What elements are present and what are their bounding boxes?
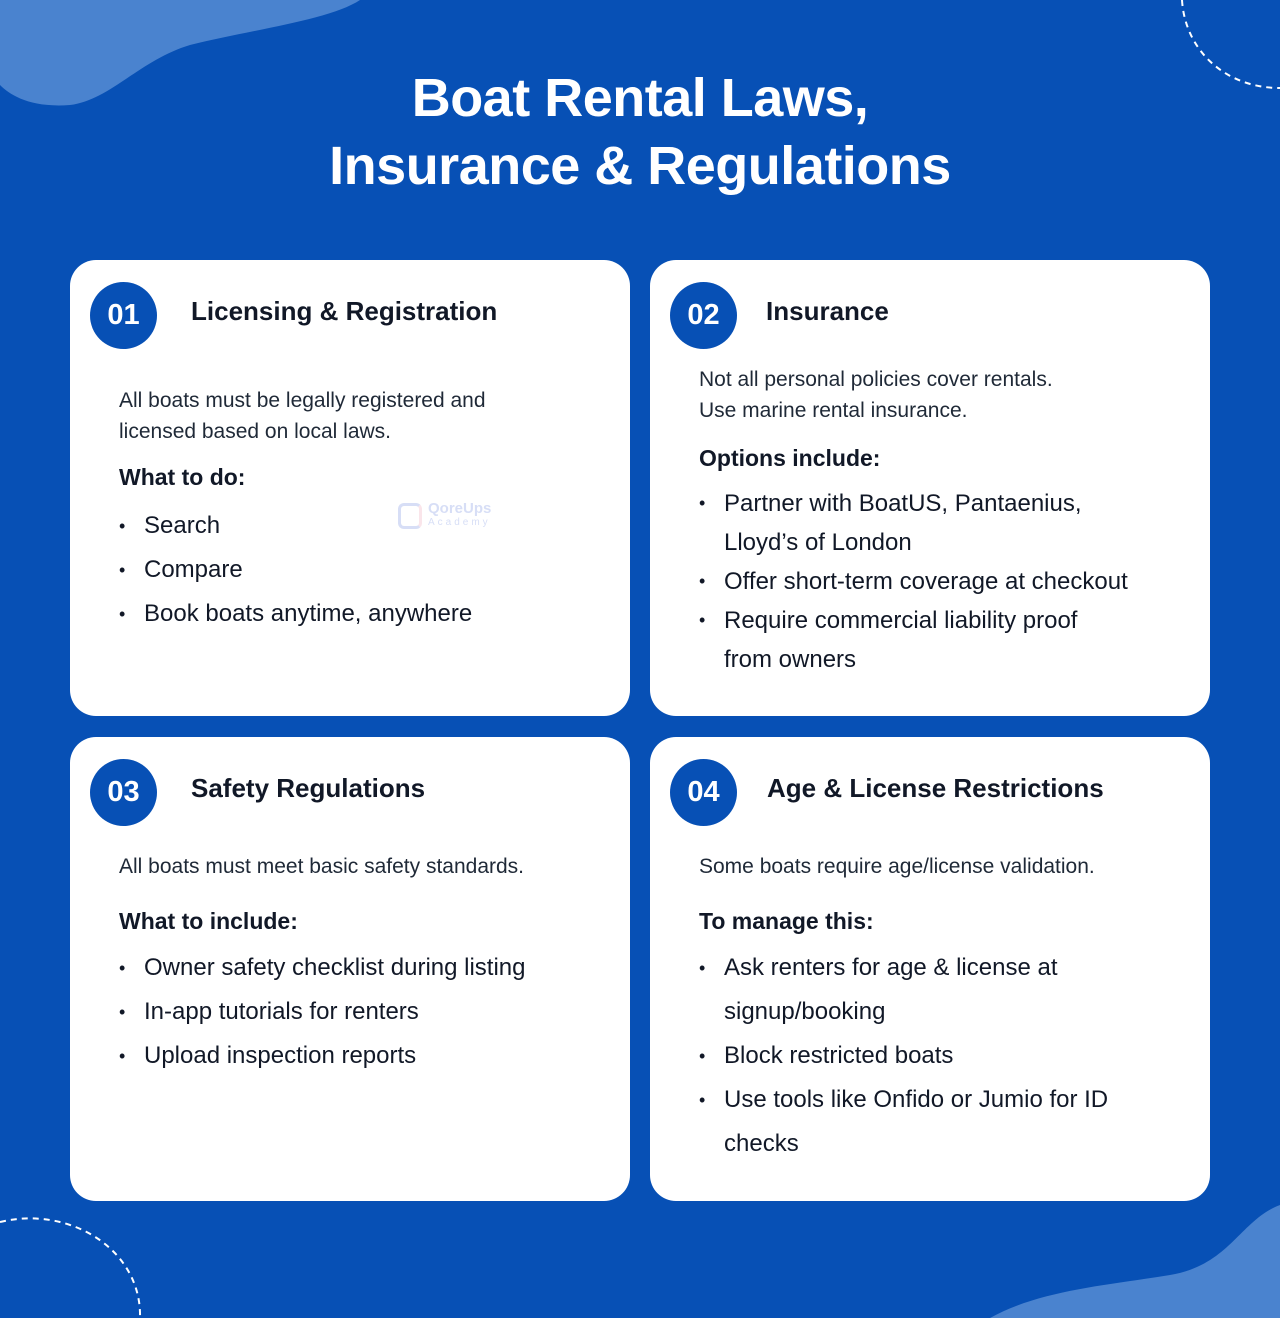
card-number-badge: 02 [670,282,737,349]
list-item-text: • In-app tutorials for renters [144,998,419,1025]
list-item-text: • Require commercial liability proof [724,607,1078,634]
card-subheading: Options include: [699,445,881,471]
list-item-text: • Compare [144,556,243,583]
list-item [119,548,472,592]
description-line: Use marine rental insurance. [699,399,968,422]
list-item-text: • Book boats anytime, anywhere [144,600,473,627]
card-number-badge: 03 [90,759,157,826]
qoreups-logo-icon [398,503,422,529]
bullet-list [119,946,526,1078]
list-item [119,990,526,1034]
watermark-subtitle: Academy [428,517,491,528]
list-item-text: checks [724,1130,799,1157]
card-subheading: What to include: [119,908,298,934]
bottom-right-blob [990,1205,1280,1318]
description-line: All boats must meet basic safety standards. [119,855,525,878]
card-description [699,364,1179,426]
list-item [699,601,1128,679]
title-line-1: Boat Rental Laws, [411,68,869,128]
bottom-left-dashed-arc [0,1218,140,1318]
list-item [699,484,1128,562]
card-description [699,851,1179,882]
card-title: Age & License Restrictions [767,773,1104,803]
card-safety [70,737,630,1201]
card-title: Licensing & Registration [191,296,498,326]
bullet-list [699,484,1128,679]
card-insurance [650,260,1210,716]
card-number-badge: 01 [90,282,157,349]
list-item-text: • Block restricted boats [724,1042,954,1069]
list-item [699,1034,1108,1078]
card-title: Safety Regulations [191,773,426,803]
list-item-text: • Search [144,512,221,539]
list-item-text: • Offer short-term coverage at checkout [724,568,1128,595]
card-description [119,851,599,882]
description-line: licensed based on local laws. [119,420,391,443]
bullet-list [699,946,1108,1166]
list-item-text: • Ask renters for age & license at [724,954,1058,981]
list-item-text: • Owner safety checklist during listing [144,954,526,981]
list-item [119,592,472,636]
list-item-text: • Partner with BoatUS, Pantaenius, [724,490,1082,517]
description-line: Not all personal policies cover rentals. [699,368,1053,391]
card-subheading: To manage this: [699,908,874,934]
list-item [699,1078,1108,1166]
watermark-name: QoreUps [428,500,492,517]
card-description [119,385,599,447]
list-item-text: • Use tools like Onfido or Jumio for ID [724,1086,1109,1113]
list-item [119,1034,526,1078]
page-title [0,64,1280,200]
list-item-text: • Upload inspection reports [144,1042,417,1069]
card-subheading: What to do: [119,464,246,490]
description-line: All boats must be legally registered and [119,389,486,412]
title-line-2: Insurance & Regulations [329,136,951,196]
list-item-text: signup/booking [724,998,886,1025]
card-title: Insurance [766,296,889,326]
watermark-logo [398,502,491,530]
list-item [699,562,1128,601]
list-item [699,946,1108,1034]
list-item-text: Lloyd’s of London [724,529,912,556]
card-number-badge: 04 [670,759,737,826]
description-line: Some boats require age/license validation. [699,855,1095,878]
card-licensing [70,260,630,716]
list-item-text: from owners [724,646,857,673]
list-item [119,946,526,990]
card-age-license [650,737,1210,1201]
